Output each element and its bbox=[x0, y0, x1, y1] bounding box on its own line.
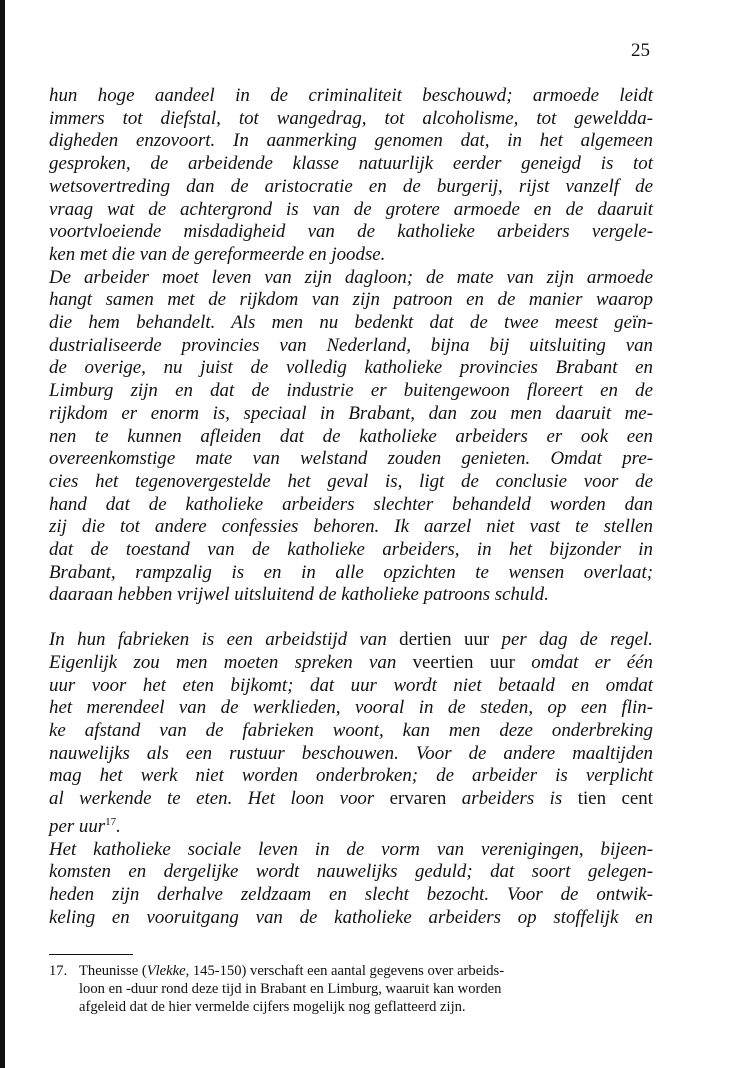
text-line: die hem behandelt. Als men nu bedenkt dat de twee meest geïn- bbox=[49, 312, 653, 334]
text-line: ke afstand van de fabrieken woont, kan men deze onderbreking bbox=[49, 719, 653, 741]
page-number: 25 bbox=[631, 40, 650, 61]
text-line: hun hoge aandeel in de criminaliteit beschouwd; armoede leidt bbox=[49, 85, 653, 106]
text-line: digheden enzovoort. In aanmerking genomen dat, in het algemeen bbox=[49, 130, 653, 152]
text-line: de overige, nu juist de volledig katholieke provincies Brabant en bbox=[49, 357, 653, 379]
body-text bbox=[49, 85, 653, 929]
text-line: daaraan hebben vrijwel uitsluitend de katholieke patroons schuld. bbox=[49, 584, 549, 606]
text-line: Eigenlijk zou men moeten spreken van veertien uur omdat er één bbox=[49, 651, 653, 673]
footnote-number: 17. bbox=[49, 963, 68, 979]
footnote-divider bbox=[49, 954, 133, 955]
text-line: overeenkomstige mate van welstand zouden genieten. Omdat pre- bbox=[49, 448, 653, 470]
footnote-line: 17. Theunisse (Vlekke, 145-150) verschaft een aantal gegevens over arbeids- bbox=[49, 963, 505, 979]
text-line: nauwelijks als een rustuur beschouwen. Voor de andere maaltijden bbox=[49, 742, 653, 764]
text-line: zij die tot andere confessies behoren. Ik aarzel niet vast te stellen bbox=[49, 516, 653, 538]
text-line: het merendeel van de werklieden, vooral in de steden, op een flin- bbox=[49, 697, 653, 719]
text-line: al werkende te eten. Het loon voor ervaren arbeiders is tien cent bbox=[49, 788, 653, 810]
text-line: dat de toestand van de katholieke arbeiders, in het bijzonder in bbox=[49, 539, 653, 561]
text-line: hand dat de katholieke arbeiders slechter behandeld worden dan bbox=[49, 493, 653, 515]
footnote-line: loon en -duur rond deze tijd in Brabant en Limburg, waaruit kan worden bbox=[79, 981, 502, 997]
footnote-line: afgeleid dat de hier vermelde cijfers mogelijk nog geflatteerd zijn. bbox=[79, 999, 466, 1015]
text-line: Brabant, rampzalig is en in alle opzichten te wensen overlaat; bbox=[49, 561, 653, 583]
text-line: nen te kunnen afleiden dat de katholieke arbeiders er ook een bbox=[49, 425, 653, 447]
text-line: gesproken, de arbeidende klasse natuurlijk eerder geneigd is tot bbox=[49, 153, 653, 175]
text-line: vraag wat de achtergrond is van de grotere armoede en de daaruit bbox=[49, 198, 653, 220]
text-line: mag het werk niet worden onderbroken; de arbeider is verplicht bbox=[49, 765, 653, 787]
text-line: per uur$^{17}$. bbox=[49, 815, 121, 837]
text-line: immers tot diefstal, tot wangedrag, tot alcoholisme, tot gewelddа- bbox=[49, 107, 653, 129]
text-line: keling en vooruitgang van de katholieke arbeiders op stoffelijk en bbox=[49, 906, 653, 928]
text-line: dustrialiseerde provincies van Nederland, bijna bij uitsluiting van bbox=[49, 334, 653, 356]
text-line: Limburg zijn en dat de industrie er buitengewoon floreert en de bbox=[49, 380, 653, 402]
footnote-reference[interactable]: 17 bbox=[105, 815, 117, 828]
text-line: hangt samen met de rijkdom van zijn patroon en de manier waarop bbox=[49, 289, 653, 311]
text-line: De arbeider moet leven van zijn dagloon; de mate van zijn armoede bbox=[49, 266, 653, 288]
footnote bbox=[49, 962, 659, 1016]
text-line: ken met die van de gereformeerde en joodse. bbox=[49, 243, 386, 265]
text-line: komsten en dergelijke wordt nauwelijks geduld; dat soort gelegen- bbox=[49, 861, 653, 883]
text-line: rijkdom er enorm is, speciaal in Brabant, dan zou men daaruit me- bbox=[49, 402, 653, 424]
text-line: heden zijn derhalve zeldzaam en slecht bezocht. Voor de ontwik- bbox=[49, 883, 653, 905]
text-line: wetsovertreding dan de aristocratie en de burgerij, rijst vanzelf de bbox=[49, 175, 653, 197]
text-line: cies het tegenovergestelde het geval is, ligt de conclusie voor de bbox=[49, 470, 653, 492]
text-line: uur voor het eten bijkomt; dat uur wordt niet betaald en omdat bbox=[49, 674, 653, 696]
text-line: voortvloeiende misdadigheid van de katholieke arbeiders vergele- bbox=[49, 221, 653, 243]
text-line: Het katholieke sociale leven in de vorm van verenigingen, bijeen- bbox=[49, 838, 653, 860]
page-edge-bar bbox=[0, 0, 5, 1068]
text-line: In hun fabrieken is een arbeidstijd van dertien uur per dag de regel. bbox=[49, 629, 653, 651]
